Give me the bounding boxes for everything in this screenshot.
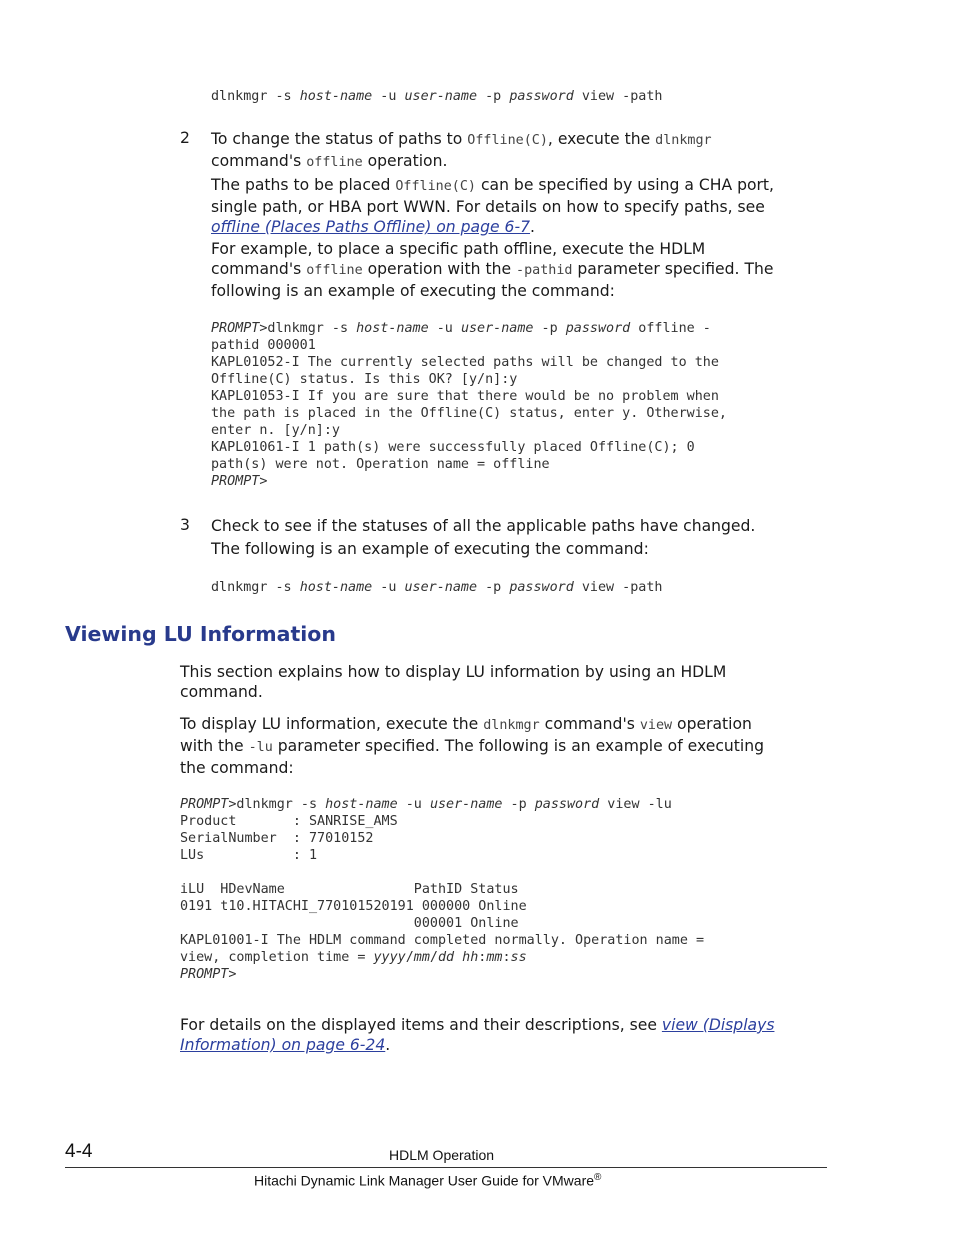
- section-intro: This section explains how to display LU information by using an HDLM command.: [180, 663, 727, 701]
- section-paragraph: To display LU information, execute the dlnkmgr command's view operation with the -lu parameter specified. The following is an example of executing the command:: [180, 715, 765, 777]
- section-heading: Viewing LU Information: [65, 622, 336, 646]
- code-param: host-name: [299, 89, 373, 104]
- code-param: user-name: [404, 89, 478, 104]
- registered-mark: ®: [594, 1172, 602, 1183]
- closing-paragraph: For details on the displayed items and their descriptions, see view (Displays Information) on page 6-24.: [180, 1016, 775, 1054]
- inline-code: dlnkmgr: [655, 133, 712, 148]
- code-text: -p: [477, 89, 510, 104]
- offline-page-link[interactable]: offline (Places Paths Offline) on page 6-7: [211, 218, 531, 236]
- top-command: [211, 88, 663, 105]
- inline-code: offline: [306, 263, 363, 278]
- inline-code: Offline(C): [467, 133, 548, 148]
- chapter-title: HDLM Operation: [389, 1147, 495, 1163]
- prompt: PROMPT: [211, 321, 260, 336]
- view-page-link[interactable]: view (Displays: [661, 1016, 775, 1034]
- code-text: view -path: [573, 89, 663, 104]
- step3-text: Check to see if the statuses of all the applicable paths have changed. The following is an example of executing the command:: [211, 517, 756, 558]
- prompt: PROMPT: [211, 474, 260, 489]
- inline-code: -pathid: [516, 263, 573, 278]
- inline-code: dlnkmgr: [483, 718, 540, 733]
- inline-code: Offline(C): [395, 179, 476, 194]
- code-text: -u: [372, 89, 405, 104]
- step2-paragraph2: For example, to place a specific path offline, execute the HDLM command's offline operation with the -pathid parameter specified. The following is an example of executing the command:: [211, 240, 774, 300]
- code-param: password: [509, 89, 574, 104]
- step2-text: To change the status of paths to Offline(C), execute the dlnkmgr command's offline operation.: [211, 130, 712, 170]
- footer-divider: [65, 1167, 827, 1168]
- prompt: PROMPT: [180, 967, 229, 982]
- prompt: PROMPT: [180, 797, 229, 812]
- inline-code: view: [639, 718, 673, 733]
- inline-code: -lu: [248, 740, 273, 755]
- page-number: 4-4: [65, 1141, 93, 1162]
- step-number: 2: [180, 129, 190, 147]
- view-page-link-continued[interactable]: Information) on page 6-24: [180, 1036, 386, 1054]
- offline-code-block: PROMPT>dlnkmgr -s host-name -u user-name -p password offline - pathid 000001 KAPL01052-I The currently selected paths will be changed to the Offline(C) status. Is this OK? [y/n]:y KAPL01053-I If you are sure that there would be no problem when the path is placed in the Offline(C) status, enter y. Otherwise, enter n. [y/n]:y KAPL01061-I 1 path(s) were successfully placed Offline(C); 0 path(s) were not. Operation name = offline PROMPT>: [211, 321, 727, 489]
- view-path-command: dlnkmgr -s host-name -u user-name -p password view -path: [211, 580, 663, 595]
- inline-code: offline: [306, 155, 363, 170]
- code-text: dlnkmgr -s: [211, 89, 300, 104]
- view-lu-code-block: PROMPT>dlnkmgr -s host-name -u user-name -p password view -lu Product : SANRISE_AMS SerialNumber : 77010152 LUs : 1 iLU HDevName PathID Status 0191 t10.HITACHI_770101520191 000000 Online 000001 Online KAPL01001-I The HDLM command completed normally. Operation name = view, completion time = yyyy/mm/dd hh:mm:ss PROMPT>: [180, 797, 705, 982]
- book-title: Hitachi Dynamic Link Manager User Guide for VMware®: [254, 1172, 602, 1189]
- step2-paragraph1: The paths to be placed Offline(C) can be specified by using a CHA port, single path, or HBA port WWN. For details on how to specify paths, see offline (Places Paths Offline) on page 6-7.: [211, 176, 775, 236]
- step-number: 3: [180, 516, 190, 534]
